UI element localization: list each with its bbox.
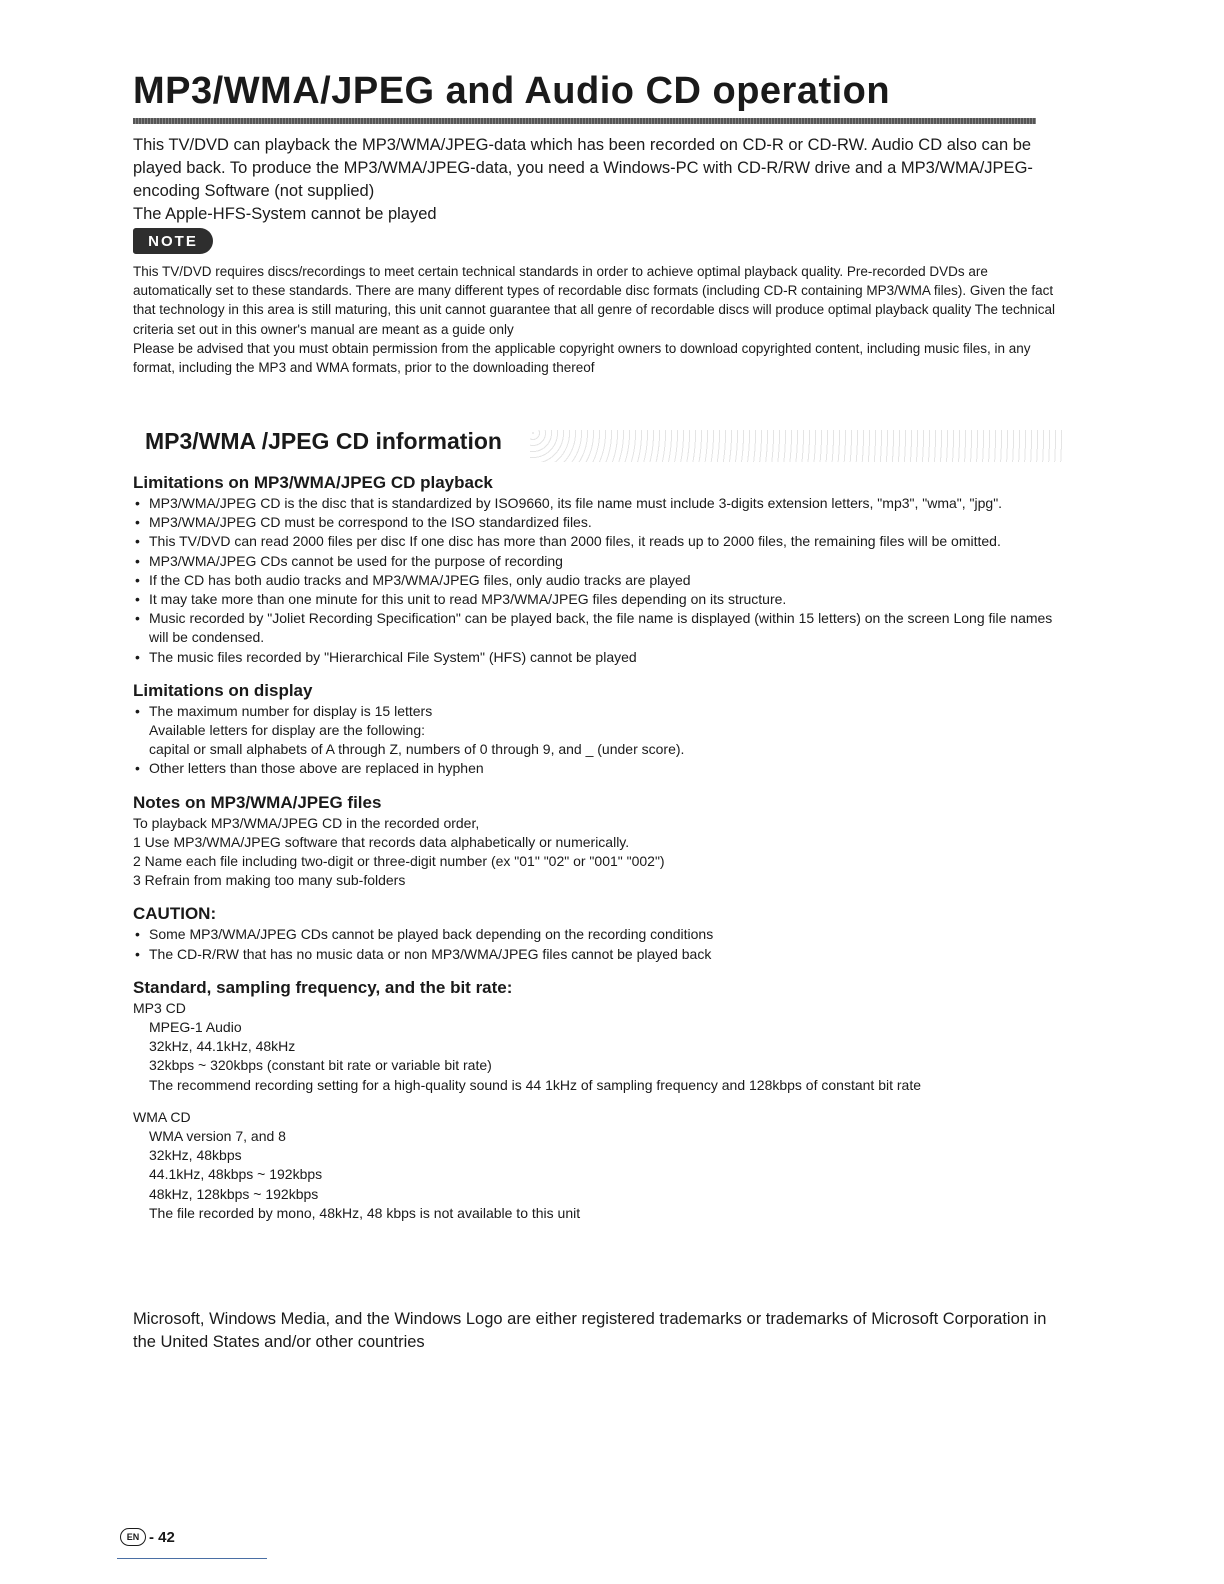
- list-item: • Some MP3/WMA/JPEG CDs cannot be played back depending on the recording conditions: [133, 925, 1058, 944]
- list-item: • Other letters than those above are replaced in hyphen: [133, 759, 1058, 778]
- files-step: 3 Refrain from making too many sub-folders: [133, 872, 406, 889]
- mp3-line: 32kbps ~ 320kbps (constant bit rate or variable bit rate): [149, 1057, 492, 1074]
- wma-label: WMA CD: [133, 1108, 191, 1125]
- wma-line: The file recorded by mono, 48kHz, 48 kbps is not available to this unit: [149, 1204, 581, 1221]
- note-paragraph: This TV/DVD requires discs/recordings to meet certain technical standards in order to achieve optimal playback quality. Pre-recorded DVDs are automatically set to these standards. There are many different types of recordable disc formats (including CD-R containing MP3/WMA files). Given the fact that technology in this area is still maturing, this unit cannot guarantee that all genre of recordable discs will produce optimal playback quality The technical criteria set out in this owner's manual are meant as a guide only: [133, 264, 1056, 337]
- display-item-text: The maximum number for display is 15 letters: [149, 702, 433, 719]
- section-title: MP3/WMA /JPEG CD information: [145, 428, 502, 454]
- note-icon: [133, 228, 213, 254]
- intro-text: [133, 134, 1058, 226]
- list-item: • If the CD has both audio tracks and MP3/WMA/JPEG files, only audio tracks are played: [133, 571, 1058, 590]
- display-heading: Limitations on display: [133, 680, 313, 700]
- trademark-notice: Microsoft, Windows Media, and the Windows Logo are either registered trademarks or trademarks of Microsoft Corporation in the United States and/or other countries: [133, 1310, 1047, 1351]
- playback-heading: Limitations on MP3/WMA/JPEG CD playback: [133, 473, 493, 492]
- standard-heading: Standard, sampling frequency, and the bit rate:: [133, 977, 513, 997]
- files-step: 2 Name each file including two-digit or three-digit number (ex "01" "02" or "001" "002"): [133, 853, 665, 870]
- mp3-line: The recommend recording setting for a high-quality sound is 44 1kHz of sampling frequency and 128kbps of constant bit rate: [149, 1076, 921, 1093]
- list-item: • The music files recorded by "Hierarchical File System" (HFS) cannot be played: [133, 648, 1058, 667]
- files-step: 1 Use MP3/WMA/JPEG software that records data alphabetically or numerically.: [133, 833, 630, 850]
- list-item: • This TV/DVD can read 2000 files per disc If one disc has more than 2000 files, it reads up to 2000 files, the remaining files will be omitted.: [133, 532, 1058, 551]
- list-item: • MP3/WMA/JPEG CD is the disc that is standardized by ISO9660, its file name must include 3-digits extension letters, "mp3", "wma", "jpg".: [133, 494, 1058, 513]
- wma-line: 44.1kHz, 48kbps ~ 192kbps: [149, 1166, 323, 1183]
- display-item-subtext: Available letters for display are the following:: [149, 722, 426, 739]
- display-item-subtext: capital or small alphabets of A through Z, numbers of 0 through 9, and _ (under score).: [149, 741, 685, 758]
- list-item: • It may take more than one minute for this unit to read MP3/WMA/JPEG files depending on its structure.: [133, 590, 1058, 609]
- caution-heading: CAUTION:: [133, 904, 217, 924]
- list-item: • MP3/WMA/JPEG CDs cannot be used for the purpose of recording: [133, 552, 1058, 571]
- intro-paragraph: This TV/DVD can playback the MP3/WMA/JPEG-data which has been recorded on CD-R or CD-RW. Audio CD also can be played back. To produce the MP3/WMA/JPEG-data, you need a Windows-PC with CD-R/RW drive and a MP3/WMA/JPEG-encoding Software (not supplied): [133, 136, 1033, 200]
- files-lead: To playback MP3/WMA/JPEG CD in the recorded order,: [133, 814, 480, 831]
- intro-paragraph: The Apple-HFS-System cannot be played: [133, 205, 437, 223]
- list-item: • MP3/WMA/JPEG CD must be correspond to the ISO standardized files.: [133, 513, 1058, 532]
- wma-line: 48kHz, 128kbps ~ 192kbps: [149, 1185, 319, 1202]
- display-list: [133, 702, 1058, 779]
- caution-list: [133, 925, 1058, 963]
- mp3-line: 32kHz, 44.1kHz, 48kHz: [149, 1038, 296, 1055]
- files-heading: Notes on MP3/WMA/JPEG files: [133, 792, 382, 812]
- note-paragraph: Please be advised that you must obtain permission from the applicable copyright owners to download copyrighted content, including music files, in any format, including the MP3 and WMA formats, prior to the downloading thereof: [133, 340, 1031, 376]
- footer-rule: [117, 1558, 267, 1559]
- section-decoration: [530, 430, 1062, 462]
- wma-line: WMA version 7, and 8: [149, 1128, 286, 1145]
- language-en-icon: EN: [120, 1528, 146, 1546]
- page-number: [120, 1528, 175, 1546]
- note-block: [133, 262, 1058, 377]
- title-underline: [133, 118, 1036, 124]
- list-item: • The CD-R/RW that has no music data or non MP3/WMA/JPEG files cannot be played back: [133, 945, 1058, 964]
- section-content: [133, 472, 1058, 1223]
- page-number-text: - 42: [149, 1528, 175, 1546]
- wma-line: 32kHz, 48kbps: [149, 1147, 242, 1164]
- note-badge-label: NOTE: [148, 232, 198, 250]
- playback-list: [133, 494, 1058, 667]
- mp3-line: MPEG-1 Audio: [149, 1019, 242, 1036]
- mp3-label: MP3 CD: [133, 999, 186, 1016]
- list-item: [133, 702, 1058, 760]
- page-title: MP3/WMA/JPEG and Audio CD operation: [133, 70, 891, 112]
- list-item: • Music recorded by "Joliet Recording Specification" can be played back, the file name is displayed (within 15 letters) on the screen Long file names will be condensed.: [133, 609, 1058, 647]
